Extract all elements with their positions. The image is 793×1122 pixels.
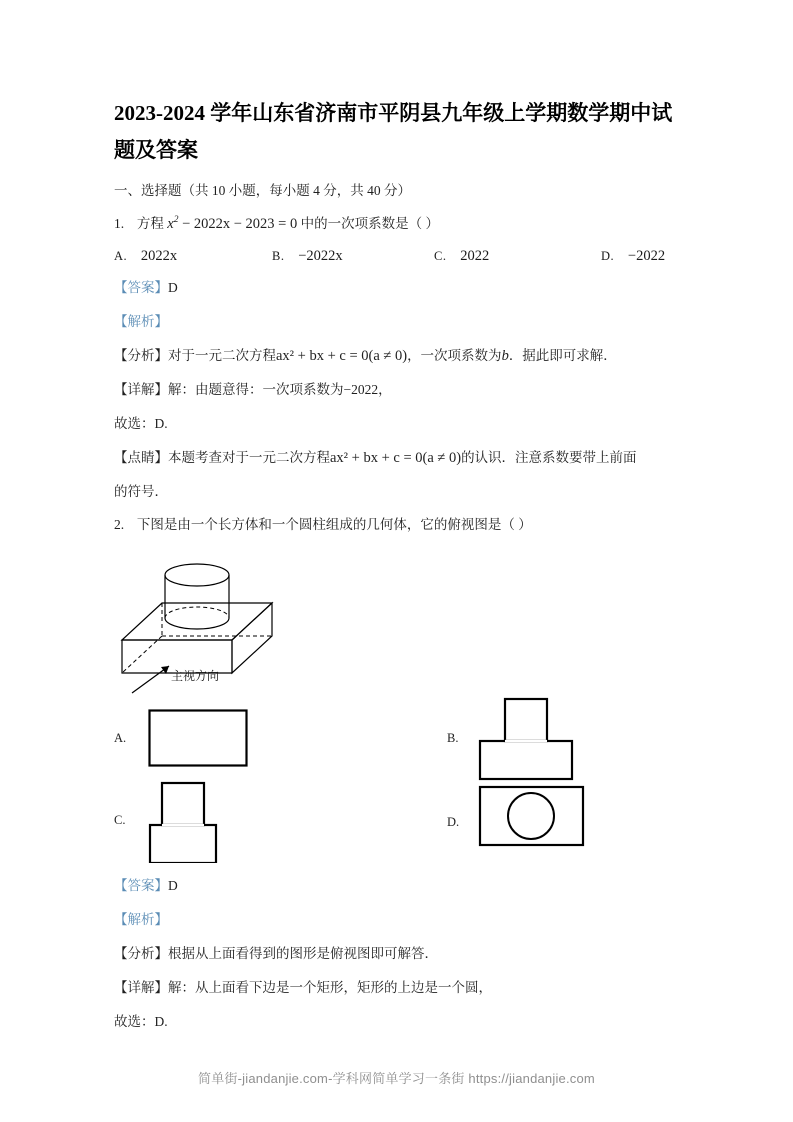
footer-watermark: 简单街-jiandanjie.com-学科网简单学习一条街 https://jiandanjie.com <box>198 1071 595 1086</box>
question-1-option-b-text: −2022x <box>298 248 343 264</box>
question-1-option-d[interactable]: D. −2022 <box>601 248 666 264</box>
question-2-fenxi <box>114 937 679 971</box>
fenxi-tag: 【分析】 <box>114 348 168 363</box>
question-1-answer-value: D <box>168 280 178 295</box>
question-1-options <box>114 241 679 271</box>
question-1-option-c[interactable]: C. 2022 <box>434 248 490 264</box>
question-2-stem-text: 下图是由一个长方体和一个圆柱组成的几何体，它的俯视图是（ ） <box>136 517 532 532</box>
question-2-figure <box>114 545 679 695</box>
question-2-answer <box>114 869 679 903</box>
question-1-option-d-text: −2022 <box>627 248 666 264</box>
question-1-option-b[interactable]: B. −2022x <box>272 248 343 264</box>
section-heading: 一、选择题（共 10 小题，每小题 4 分，共 40 分） <box>114 183 411 198</box>
question-2-option-b-label: B. <box>447 731 459 745</box>
cuboid-with-cylinder-svg <box>114 545 374 695</box>
fenxi-tag: 【分析】 <box>114 946 168 961</box>
question-2-analysis-tag <box>114 903 679 937</box>
question-1-option-a-text: 2022x <box>140 248 178 264</box>
fenxi-text-1: 对于一元二次方程 <box>168 348 276 363</box>
question-2-conclusion: 故选：D. <box>114 1014 168 1029</box>
dianjing-text-1: 本题考查对于一元二次方程 <box>168 450 330 465</box>
question-2-option-c-label: C. <box>114 813 126 827</box>
question-1-analysis-tag <box>114 305 679 339</box>
question-1-stem-prefix: 方程 <box>136 216 164 231</box>
question-2-xiangjie <box>114 971 679 1005</box>
question-2-option-a-label: A. <box>114 731 127 745</box>
question-2-option-c-figure[interactable] <box>148 781 258 863</box>
analysis-tag: 【解析】 <box>114 912 168 927</box>
analysis-tag: 【解析】 <box>114 314 168 329</box>
dianjing-text-2: 的认识．注意系数要带上前面 <box>461 450 637 465</box>
view-direction-arrow <box>132 666 169 693</box>
document-content <box>114 95 679 1039</box>
question-1-conclusion: 故选：D. <box>114 416 168 431</box>
fenxi-text-3: ．据此即可求解． <box>508 348 617 363</box>
question-2-options <box>114 697 679 869</box>
question-1-stem <box>114 207 679 241</box>
question-1-number: 1. <box>114 216 125 231</box>
question-2-option-b-figure[interactable] <box>478 697 598 783</box>
fenxi-text-2: ，一次项系数为 <box>407 348 502 363</box>
xiangjie-text: 解：从上面看下边是一个矩形，矩形的上边是一个圆， <box>168 980 492 995</box>
question-2-number: 2. <box>114 517 125 532</box>
dianjing-tag: 【点睛】 <box>114 450 168 465</box>
question-1-stem-suffix: 中的一次项系数是（ ） <box>300 216 439 231</box>
fenxi-formula-2: b <box>501 348 509 364</box>
question-2-answer-value: D <box>168 878 178 893</box>
question-2-option-d-figure[interactable] <box>478 785 608 859</box>
question-2-option-a-figure[interactable] <box>148 709 258 779</box>
xiangjie-tag: 【详解】 <box>114 382 168 397</box>
fenxi-formula: ax² + bx + c = 0(a ≠ 0) <box>276 348 408 364</box>
question-1-xiangjie <box>114 373 679 407</box>
question-1-dianjing <box>114 441 679 475</box>
question-1-dianjing-cont: 的符号． <box>114 484 168 499</box>
xiangjie-tag: 【详解】 <box>114 980 168 995</box>
question-2-stem <box>114 509 679 541</box>
dianjing-formula: ax² + bx + c = 0(a ≠ 0) <box>330 450 462 466</box>
question-1-option-a[interactable]: A. 2022x <box>114 248 178 264</box>
page-title: 2023-2024 学年山东省济南市平阴县九年级上学期数学期中试题及答案 <box>114 101 673 162</box>
question-1-equation: $x^2 - 2022x - 2023 = 0$ <box>167 215 298 232</box>
answer-tag: 【答案】 <box>114 280 168 295</box>
question-1-option-c-text: 2022 <box>460 248 490 264</box>
fenxi-text: 根据从上面看得到的图形是俯视图即可解答． <box>168 946 438 961</box>
question-1-fenxi <box>114 339 679 373</box>
view-direction-label: 主视方向 <box>171 669 220 683</box>
question-1-answer <box>114 271 679 305</box>
question-2-option-d-label: D. <box>447 815 460 829</box>
answer-tag: 【答案】 <box>114 878 168 893</box>
xiangjie-text: 解：由题意得：一次项系数为−2022， <box>168 382 392 397</box>
